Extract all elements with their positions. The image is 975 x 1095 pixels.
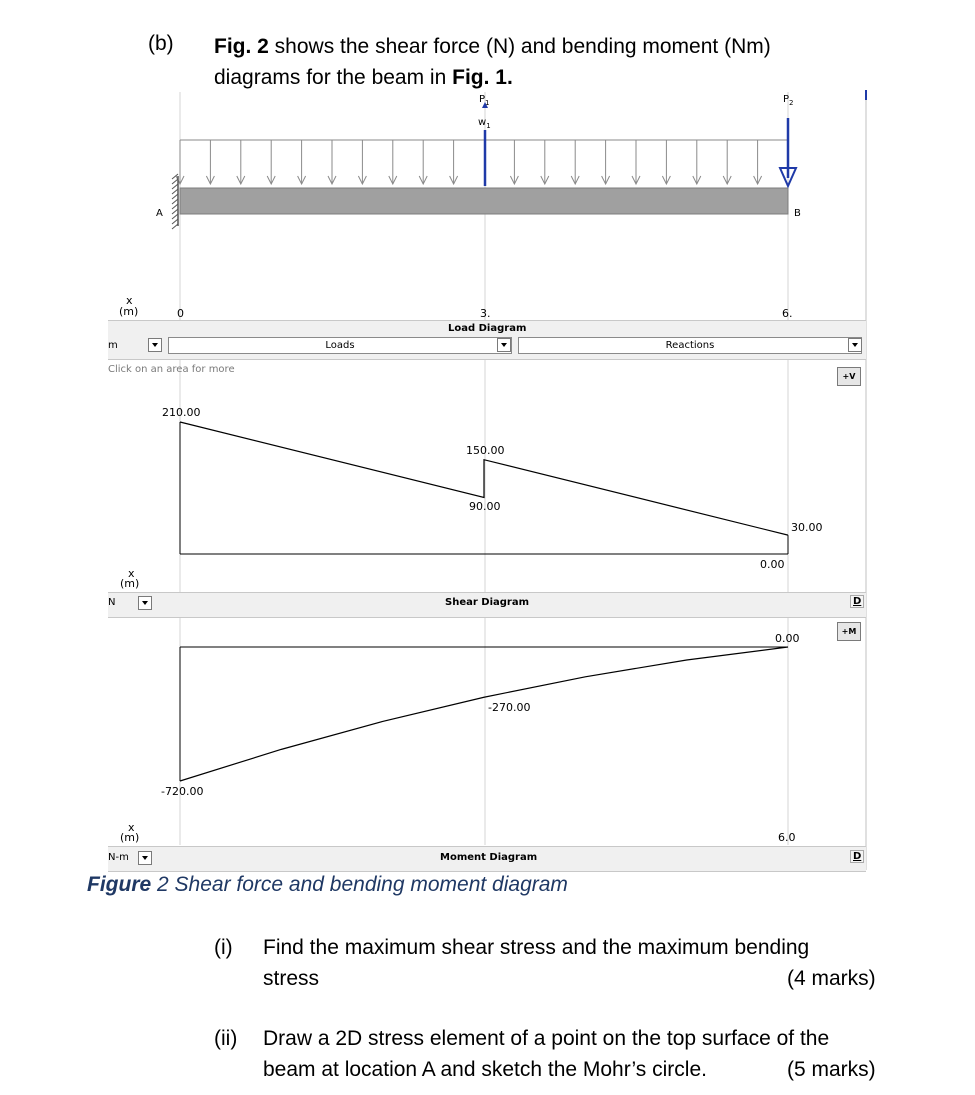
moment-label-720: -720.00 xyxy=(161,785,204,798)
click-hint: Click on an area for more xyxy=(108,364,235,375)
moment-unit-dropdown[interactable] xyxy=(138,851,152,865)
end-b-label: B xyxy=(794,208,801,219)
beam xyxy=(180,188,788,214)
p1-label: $P_1$ xyxy=(479,94,490,107)
part-ii-line1: Draw a 2D stress element of a point on the top surface of the xyxy=(263,1027,830,1050)
hatch-line xyxy=(172,194,178,199)
moment-label-270: -270.00 xyxy=(488,701,531,714)
shear-x-label: x xyxy=(128,567,135,580)
plus-m-button[interactable]: +M xyxy=(837,622,861,641)
load-unit-label: m xyxy=(108,340,118,351)
shear-unit-dropdown[interactable] xyxy=(138,596,152,610)
distributed-load-arrows xyxy=(176,140,762,184)
part-i-label: (i) xyxy=(214,936,233,959)
support-a-label: A xyxy=(156,208,163,219)
shear-d-button[interactable]: D xyxy=(850,595,864,608)
shear-label-210: 210.00 xyxy=(162,406,201,419)
moment-chart xyxy=(180,647,788,781)
hatch-line xyxy=(172,204,178,209)
question-line2-end: . xyxy=(506,66,513,89)
load-diagram-title: Load Diagram xyxy=(448,323,527,334)
load-unit-dropdown[interactable] xyxy=(148,338,162,352)
moment-d-button[interactable]: D xyxy=(850,850,864,863)
hatch-line xyxy=(172,209,178,214)
shear-line xyxy=(180,422,788,535)
hatch-line xyxy=(172,189,178,194)
hatch-line xyxy=(172,179,178,184)
load-x-label: x xyxy=(126,294,133,307)
reactions-dropdown[interactable] xyxy=(848,338,862,352)
p2-label: $P_2$ xyxy=(783,94,794,107)
shear-label-90: 90.00 xyxy=(469,500,501,513)
load-m-label: (m) xyxy=(119,305,139,318)
fig1-ref: Fig. 1 xyxy=(452,66,507,89)
part-i-line1: Find the maximum shear stress and the maximum bending xyxy=(263,936,810,959)
figure-caption: Figure 2 Shear force and bending moment diagram xyxy=(87,873,568,896)
moment-m-label: (m) xyxy=(120,831,140,844)
tick-0: 0 xyxy=(177,307,184,320)
moment-unit-label: N-m xyxy=(108,852,129,863)
part-ii-marks: (5 marks) xyxy=(787,1058,876,1081)
hatch-line xyxy=(172,224,178,229)
shear-m-label: (m) xyxy=(120,577,140,590)
question-line2-pre: diagrams for the beam in xyxy=(214,66,453,89)
shear-chart xyxy=(180,422,788,554)
hatch-line xyxy=(172,199,178,204)
plus-v-button[interactable]: +V xyxy=(837,367,861,386)
loads-dropdown[interactable] xyxy=(497,338,511,352)
moment-label-0: 0.00 xyxy=(775,632,800,645)
part-ii-label: (ii) xyxy=(214,1027,238,1050)
fig2-ref: Fig. 2 xyxy=(214,35,269,58)
moment-diagram-title: Moment Diagram xyxy=(440,852,538,863)
part-label-b: (b) xyxy=(148,32,174,55)
shear-diagram-title: Shear Diagram xyxy=(445,597,529,608)
reactions-select[interactable]: Reactions xyxy=(518,337,862,354)
fixed-support-hatch xyxy=(172,174,178,229)
moment-end-tick: 6.0 xyxy=(778,831,796,844)
shear-label-30: 30.00 xyxy=(791,521,823,534)
hatch-line xyxy=(172,219,178,224)
hatch-line xyxy=(172,214,178,219)
loads-select[interactable]: Loads xyxy=(168,337,512,354)
shear-unit-label: N xyxy=(108,597,116,608)
w1-label: $w_1$ xyxy=(478,117,491,130)
shear-label-150: 150.00 xyxy=(466,444,505,457)
moment-curve xyxy=(180,647,788,781)
part-ii-line2: beam at location A and sketch the Mohr’s circle. xyxy=(263,1058,707,1081)
question-line1-rest: shows the shear force (N) and bending moment (Nm) xyxy=(268,35,771,58)
moment-x-label: x xyxy=(128,821,135,834)
shear-label-0: 0.00 xyxy=(760,558,785,571)
tick-6: 6. xyxy=(782,307,793,320)
part-i-marks: (4 marks) xyxy=(787,967,876,990)
hatch-line xyxy=(172,184,178,189)
part-i-line2: stress xyxy=(263,967,320,990)
tick-3: 3. xyxy=(480,307,491,320)
